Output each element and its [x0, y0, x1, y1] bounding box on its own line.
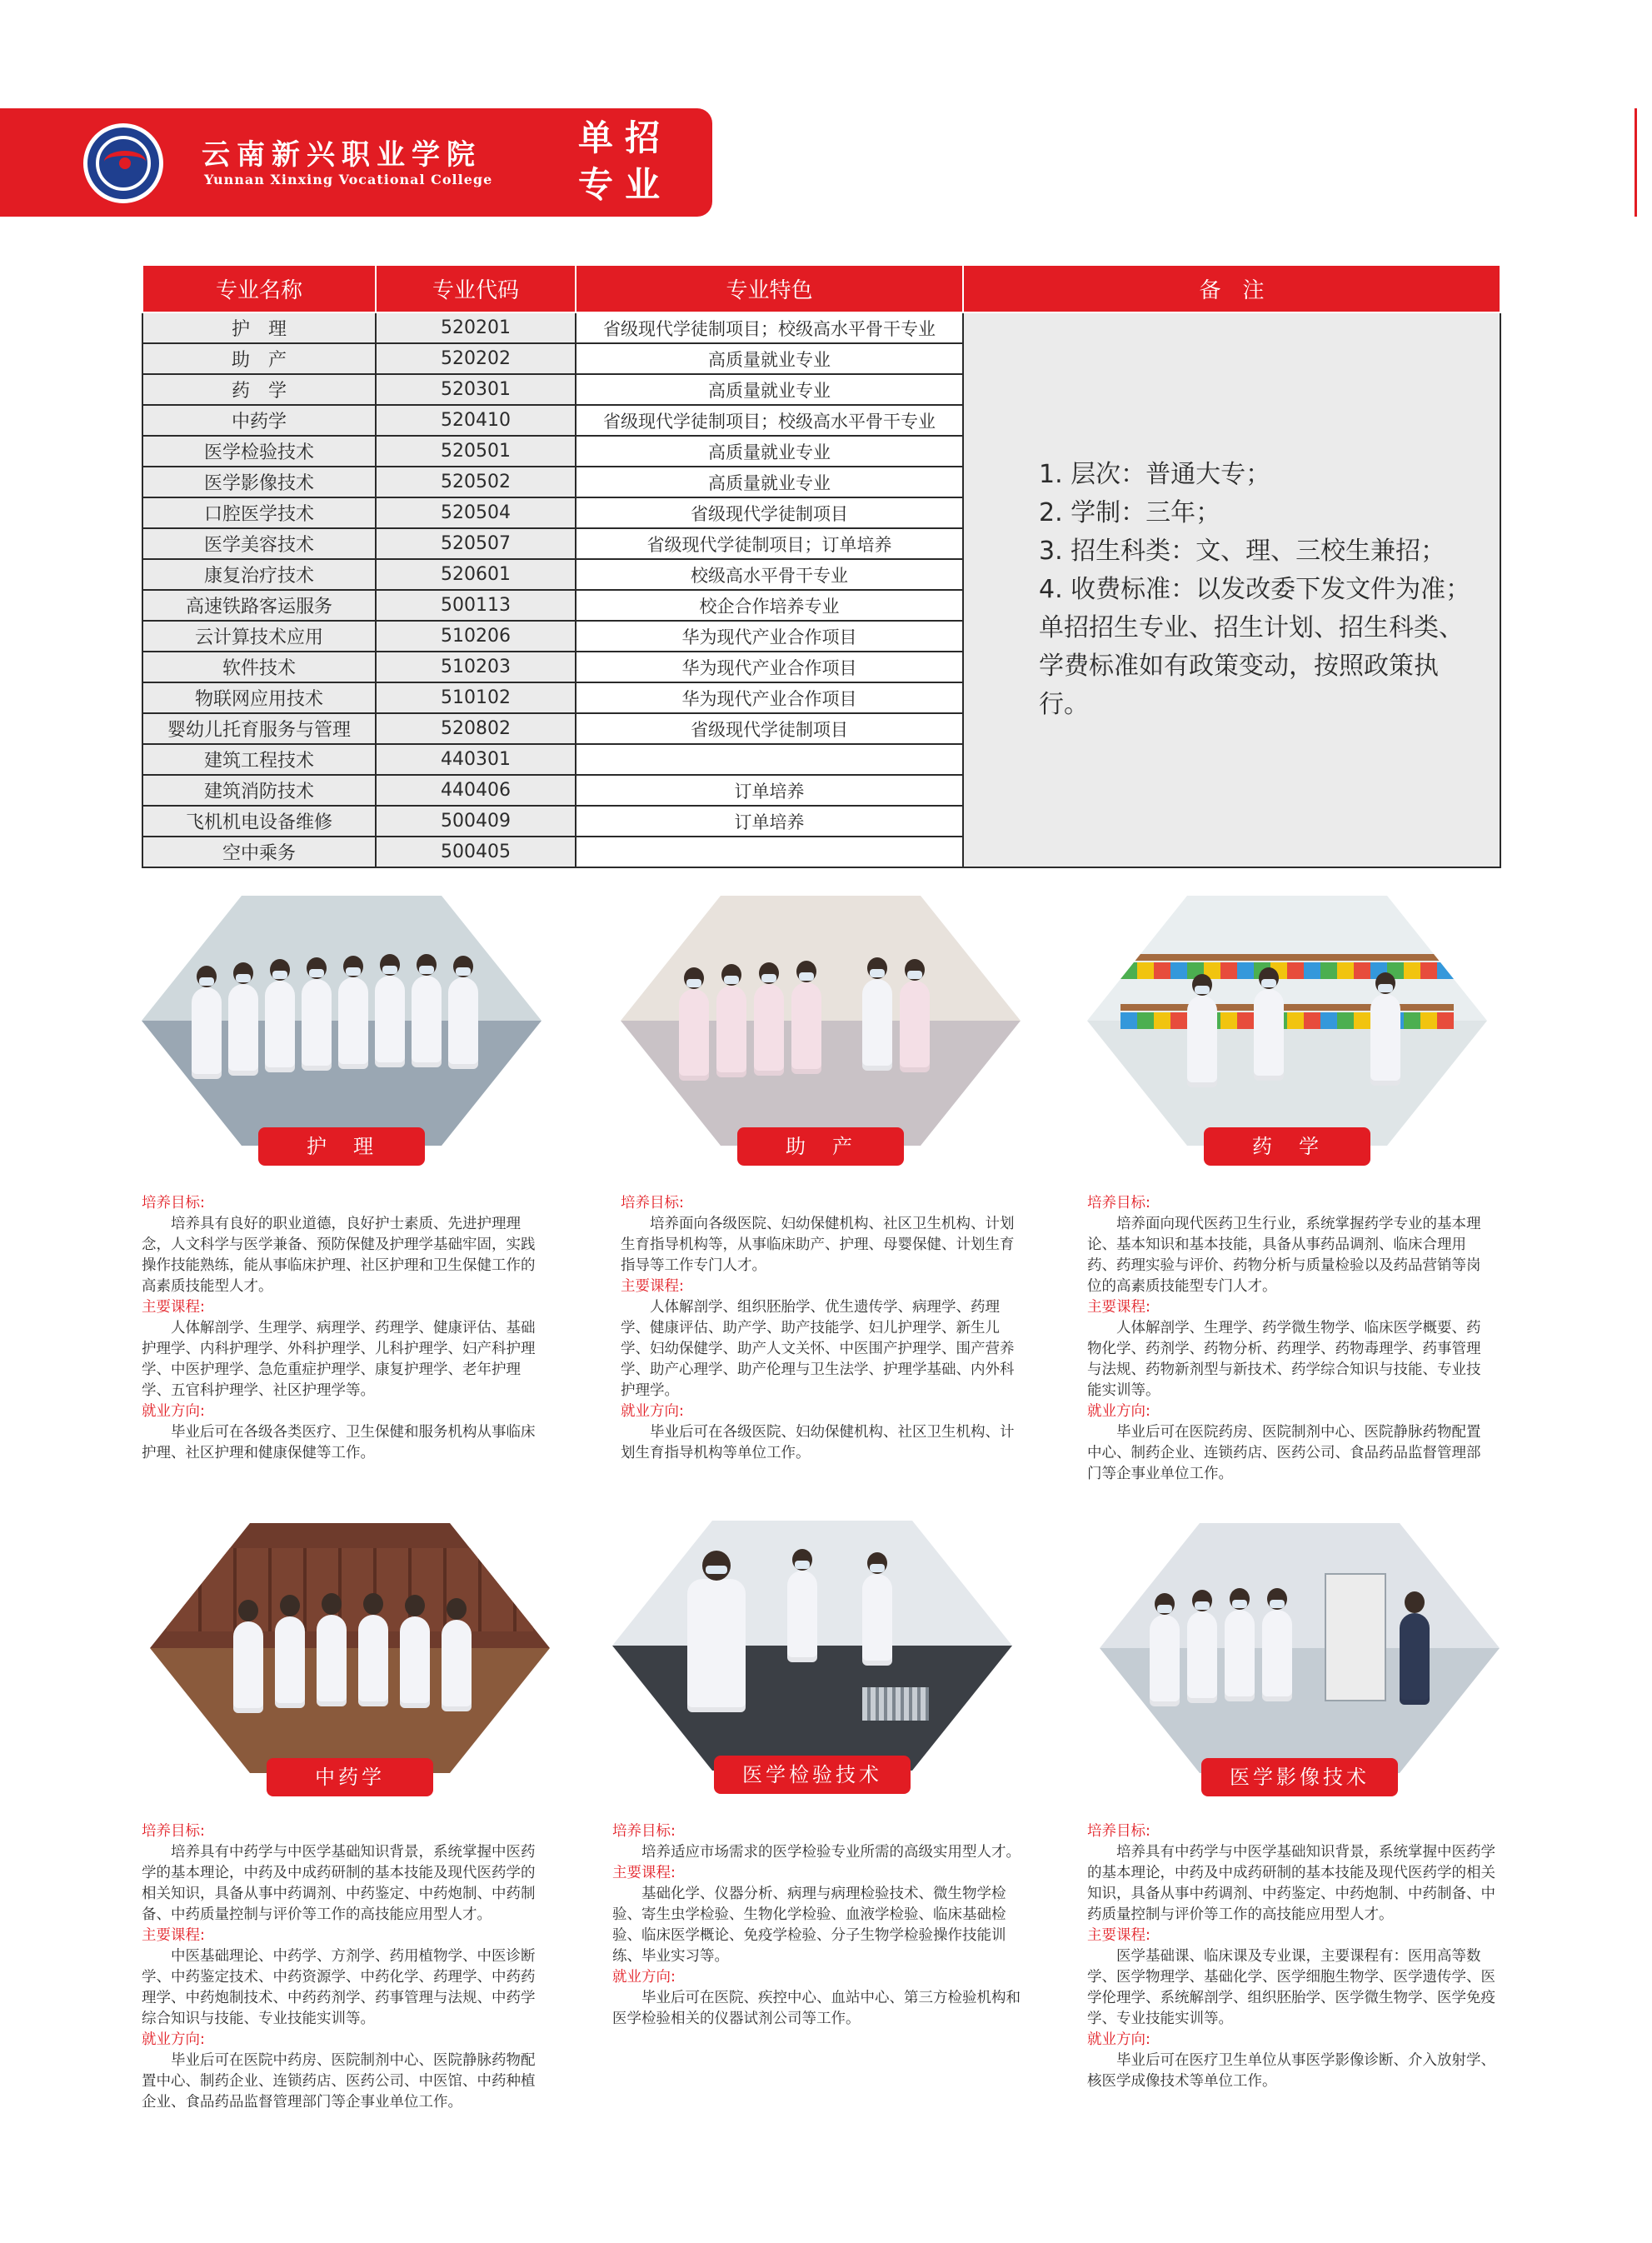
- major-name-cell: 药 学: [142, 374, 376, 405]
- section-text: 毕业后可在各级各类医疗、卫生保健和服务机构从事临床护理、社区护理和健康保健等工作。: [142, 1424, 536, 1461]
- section-heading: 培养目标:: [142, 1195, 205, 1211]
- photo-person: [716, 986, 746, 1077]
- photo-person: [1400, 1613, 1430, 1705]
- major-feature-cell: 校企合作培养专业: [576, 590, 963, 621]
- program-card-imaging-tech: [1100, 1523, 1500, 1789]
- major-feature-cell: 高质量就业专业: [576, 343, 963, 374]
- photo-person: [1187, 996, 1217, 1087]
- section-text: 培养具有中药学与中医学基础知识背景，系统掌握中医药学的基本理论，中药及中成药研制的基本技能及现代医药学的相关知识，具备从事中药调剂、中药鉴定、中药炮制、中药制备、中药质量控制与评价等工作的高技能应用型人才。: [142, 1844, 536, 1923]
- program-desc-nursing: [142, 1193, 540, 1464]
- major-name-cell: 医学影像技术: [142, 467, 376, 497]
- lab-tech-photo: [612, 1521, 1012, 1771]
- majors-table: [142, 264, 1501, 868]
- college-name-en: Yunnan Xinxing Vocational College: [204, 172, 493, 187]
- section-heading: 主要课程:: [621, 1278, 684, 1295]
- section-text: 医学基础课、临床课及专业课，主要课程有：医用高等数学、医学物理学、基础化学、医学细胞生物学、医学遗传学、医学伦理学、系统解剖学、组织胚胎学、医学微生物学、医学免疫学、专业技能实训等。: [1087, 1948, 1495, 2027]
- photo-person: [1262, 1610, 1292, 1701]
- major-code-cell: 510206: [376, 621, 576, 652]
- major-code-cell: 510102: [376, 682, 576, 713]
- major-name-cell: 云计算技术应用: [142, 621, 376, 652]
- photo-person: [900, 981, 930, 1072]
- section-text: 毕业后可在医院、疾控中心、血站中心、第三方检验机构和医学检验相关的仪器试剂公司等工作。: [612, 1990, 1021, 2027]
- section-heading: 培养目标:: [612, 1823, 676, 1840]
- photo-person: [192, 987, 222, 1079]
- program-tag-lab-tech: 医学检验技术: [714, 1756, 911, 1794]
- photo-floor: [150, 1648, 550, 1773]
- program-tag-imaging-tech: 医学影像技术: [1201, 1758, 1398, 1796]
- major-feature-cell: 订单培养: [576, 775, 963, 806]
- photo-medicine-boxes: [1120, 962, 1454, 979]
- table-body: [142, 312, 1500, 867]
- photo-person: [400, 1616, 430, 1708]
- section-heading: 主要课程:: [612, 1865, 676, 1881]
- major-name-cell: 物联网应用技术: [142, 682, 376, 713]
- logo-dot: [119, 157, 131, 169]
- major-feature-cell: [576, 744, 963, 775]
- section-text: 毕业后可在医院药房、医院制剂中心、医院静脉药物配置中心、制药企业、连锁药店、医药公司、食品药品监督管理部门等企事业单位工作。: [1087, 1424, 1481, 1482]
- photo-person: [754, 984, 784, 1076]
- photo-person: [228, 984, 258, 1076]
- photo-person: [265, 981, 295, 1072]
- major-name-cell: 软件技术: [142, 652, 376, 682]
- section-text: 培养适应市场需求的医学检验专业所需的高级实用型人才。: [641, 1844, 1021, 1861]
- section-heading: 培养目标:: [142, 1823, 205, 1840]
- note-line: 4. 收费标准：以发改委下发文件为准；: [1039, 575, 1471, 604]
- note-line: 单招招生专业、招生计划、招生科类、学费标准如有政策变动，按照政策执行。: [1039, 613, 1464, 719]
- note-line: 3. 招生科类：文、理、三校生兼招；: [1039, 537, 1446, 566]
- section-text: 中医基础理论、中药学、方剂学、药用植物学、中医诊断学、中药鉴定技术、中药资源学、中药化学、药理学、中药药理学、中药炮制技术、中药药剂学、药事管理与法规、中药学综合知识与技能、专业技能实训等。: [142, 1948, 536, 2027]
- photo-person: [1225, 1610, 1255, 1701]
- photo-person: [338, 977, 368, 1069]
- header-notes: 备 注: [963, 265, 1500, 312]
- major-name-cell: 建筑消防技术: [142, 775, 376, 806]
- major-feature-cell: 省级现代学徒制项目: [576, 713, 963, 744]
- note-line: 2. 学制：三年；: [1039, 498, 1221, 527]
- major-feature-cell: [576, 837, 963, 867]
- program-card-midwifery: [621, 896, 1021, 1158]
- photo-person: [375, 976, 405, 1067]
- major-name-cell: 婴幼儿托育服务与管理: [142, 713, 376, 744]
- header-major-feature: 专业特色: [576, 265, 963, 312]
- section-heading: 培养目标:: [621, 1195, 684, 1211]
- photo-person: [275, 1616, 305, 1708]
- major-feature-cell: 省级现代学徒制项目；校级高水平骨干专业: [576, 312, 963, 343]
- section-text: 毕业后可在各级医院、妇幼保健机构、社区卫生机构、计划生育指导机构等单位工作。: [621, 1424, 1015, 1461]
- section-text: 培养面向各级医院、妇幼保健机构、社区卫生机构、计划生育指导机构等，从事临床助产、护理、母婴保健、计划生育指导等工作专门人才。: [621, 1216, 1015, 1274]
- major-feature-cell: 校级高水平骨干专业: [576, 559, 963, 590]
- section-text: 培养具有中药学与中医学基础知识背景，系统掌握中医药学的基本理论，中药及中成药研制的基本技能及现代医药学的相关知识，具备从事中药调剂、中药鉴定、中药炮制、中药制备、中药质量控制与评价等工作的高技能应用型人才。: [1087, 1844, 1495, 1923]
- major-feature-cell: 高质量就业专业: [576, 436, 963, 467]
- major-name-cell: 空中乘务: [142, 837, 376, 867]
- photo-person: [302, 979, 332, 1071]
- major-code-cell: 520504: [376, 497, 576, 528]
- section-heading: 就业方向:: [1087, 1403, 1150, 1420]
- photo-person: [687, 1579, 746, 1712]
- program-tag-midwifery: 助 产: [737, 1127, 904, 1166]
- photo-person: [862, 979, 892, 1071]
- major-code-cell: 520201: [376, 312, 576, 343]
- program-card-lab-tech: [612, 1521, 1012, 1786]
- section-text: 基础化学、仪器分析、病理与病理检验技术、微生物学检验、寄生虫学检验、生物化学检验、血液学检验、临床基础检验、临床医学概论、免疫学检验、分子生物学检验操作技能训练、毕业实习等。: [612, 1886, 1006, 1965]
- photo-bench: [612, 1646, 1012, 1771]
- major-feature-cell: 华为现代产业合作项目: [576, 652, 963, 682]
- photo-person: [317, 1615, 347, 1706]
- table-header-row: [142, 265, 1500, 312]
- program-desc-imaging-tech: [1087, 1821, 1497, 2092]
- photo-herb-drawers: [167, 1548, 533, 1631]
- note-line: 1. 层次：普通大专；: [1039, 460, 1271, 489]
- major-feature-cell: 高质量就业专业: [576, 467, 963, 497]
- section-heading: 就业方向:: [612, 1969, 676, 1986]
- section-text: 人体解剖学、生理学、药学微生物学、临床医学概要、药物化学、药剂学、药物分析、药理学、药物毒理学、药事管理与法规、药物新剂型与新技术、药学综合知识与技能、专业技能实训等。: [1087, 1320, 1481, 1399]
- photo-xray-machine: [1325, 1573, 1386, 1701]
- photo-person: [358, 1615, 388, 1706]
- section-heading: 主要课程:: [1087, 1299, 1150, 1316]
- header-major-name: 专业名称: [142, 265, 376, 312]
- major-feature-cell: 华为现代产业合作项目: [576, 621, 963, 652]
- midwifery-photo: [621, 896, 1021, 1146]
- program-tag-nursing: 护 理: [258, 1127, 425, 1166]
- section-heading: 就业方向:: [1087, 2031, 1150, 2048]
- program-card-tcm-pharmacy: [150, 1523, 550, 1789]
- major-name-cell: 医学检验技术: [142, 436, 376, 467]
- major-name-cell: 建筑工程技术: [142, 744, 376, 775]
- major-code-cell: 440406: [376, 775, 576, 806]
- program-tag-pharmacy: 药 学: [1204, 1127, 1370, 1166]
- program-card-nursing: [142, 896, 542, 1158]
- section-heading: 培养目标:: [1087, 1195, 1150, 1211]
- major-code-cell: 520601: [376, 559, 576, 590]
- section-heading: 主要课程:: [142, 1299, 205, 1316]
- college-logo-icon: [83, 123, 163, 203]
- section-text: 培养具有良好的职业道德，良好护士素质、先进护理理念，人文科学与医学兼备、预防保健及护理学基础牢固，实践操作技能熟练，能从事临床护理、社区护理和卫生保健工作的高素质技能型人才。: [142, 1216, 536, 1295]
- right-edge-rule: [1635, 108, 1637, 217]
- major-name-cell: 医学美容技术: [142, 528, 376, 559]
- section-heading: 就业方向:: [621, 1403, 684, 1420]
- major-feature-cell: 订单培养: [576, 806, 963, 837]
- section-heading: 就业方向:: [142, 1403, 205, 1420]
- major-name-cell: 康复治疗技术: [142, 559, 376, 590]
- section-text: 人体解剖学、生理学、病理学、药理学、健康评估、基础护理学、内科护理学、外科护理学、儿科护理学、妇产科护理学、中医护理学、急危重症护理学、康复护理学、老年护理学、五官科护理学、社区护理学等。: [142, 1320, 536, 1399]
- program-desc-lab-tech: [612, 1821, 1021, 2030]
- major-code-cell: 500113: [376, 590, 576, 621]
- major-code-cell: 520502: [376, 467, 576, 497]
- nursing-photo: [142, 896, 542, 1146]
- photo-person: [412, 976, 442, 1067]
- major-name-cell: 中药学: [142, 405, 376, 436]
- college-name-cn: 云南新兴职业学院: [202, 138, 482, 172]
- major-name-cell: 助 产: [142, 343, 376, 374]
- section-text: 培养面向现代医药卫生行业，系统掌握药学专业的基本理论、基本知识和基本技能，具备从事药品调剂、临床合理用药、药理实验与评价、药物分析与质量检验以及药品营销等岗位的高素质技能型专门人才。: [1087, 1216, 1481, 1295]
- major-name-cell: 高速铁路客运服务: [142, 590, 376, 621]
- photo-person: [233, 1621, 263, 1713]
- program-card-pharmacy: [1087, 896, 1487, 1158]
- major-feature-cell: 省级现代学徒制项目；校级高水平骨干专业: [576, 405, 963, 436]
- major-code-cell: 510203: [376, 652, 576, 682]
- major-code-cell: 500409: [376, 806, 576, 837]
- major-feature-cell: 省级现代学徒制项目: [576, 497, 963, 528]
- major-feature-cell: 高质量就业专业: [576, 374, 963, 405]
- photo-person: [1254, 989, 1284, 1081]
- major-code-cell: 520410: [376, 405, 576, 436]
- photo-person: [1150, 1615, 1180, 1706]
- major-code-cell: 520507: [376, 528, 576, 559]
- photo-person: [862, 1574, 892, 1666]
- section-text: 毕业后可在医院中药房、医院制剂中心、医院静脉药物配置中心、制药企业、连锁药店、医药公司、中医馆、中药种植企业、食品药品监督管理部门等企事业单位工作。: [142, 2052, 536, 2111]
- section-heading: 就业方向:: [142, 2031, 205, 2048]
- major-code-cell: 520802: [376, 713, 576, 744]
- photo-shelf: [1120, 954, 1454, 961]
- section-heading: 主要课程:: [142, 1927, 205, 1944]
- photo-person: [787, 1571, 817, 1662]
- major-name-cell: 飞机机电设备维修: [142, 806, 376, 837]
- major-name-cell: 护 理: [142, 312, 376, 343]
- photo-person: [791, 982, 821, 1074]
- major-code-cell: 520501: [376, 436, 576, 467]
- section-heading: 培养目标:: [1087, 1823, 1150, 1840]
- major-name-cell: 口腔医学技术: [142, 497, 376, 528]
- program-desc-tcm-pharmacy: [142, 1821, 540, 2113]
- section-heading: 主要课程:: [1087, 1927, 1150, 1944]
- photo-person: [679, 989, 709, 1081]
- major-code-cell: 520301: [376, 374, 576, 405]
- section-text: 人体解剖学、组织胚胎学、优生遗传学、病理学、药理学、健康评估、助产学、助产技能学、妇儿护理学、新生儿学、妇幼保健学、助产人文关怀、中医围产护理学、围产营养学、助产心理学、助产伦理与卫生法学、护理学基础、内外科护理学。: [621, 1299, 1015, 1399]
- notes-cell: [963, 312, 1500, 867]
- major-feature-cell: 省级现代学徒制项目；订单培养: [576, 528, 963, 559]
- major-code-cell: 520202: [376, 343, 576, 374]
- photo-shelf: [1120, 1004, 1454, 1011]
- program-tag-tcm-pharmacy: 中药学: [267, 1758, 433, 1796]
- section-text: 毕业后可在医疗卫生单位从事医学影像诊断、介入放射学、核医学成像技术等单位工作。: [1087, 2052, 1495, 2090]
- pharmacy-photo: [1087, 896, 1487, 1146]
- major-code-cell: 500405: [376, 837, 576, 867]
- program-desc-midwifery: [621, 1193, 1019, 1464]
- imaging-tech-photo: [1100, 1523, 1500, 1773]
- table-row: [142, 312, 1500, 343]
- tcm-pharmacy-photo: [150, 1523, 550, 1773]
- photo-person: [448, 977, 478, 1069]
- photo-test-tube-rack: [862, 1687, 929, 1721]
- major-code-cell: 440301: [376, 744, 576, 775]
- section-title: 单招专业: [577, 117, 671, 205]
- header-major-code: 专业代码: [376, 265, 576, 312]
- program-desc-pharmacy: [1087, 1193, 1485, 1485]
- photo-person: [1187, 1611, 1217, 1703]
- photo-person: [1370, 994, 1400, 1086]
- major-feature-cell: 华为现代产业合作项目: [576, 682, 963, 713]
- photo-person: [442, 1620, 472, 1711]
- photo-medicine-boxes: [1120, 1012, 1454, 1029]
